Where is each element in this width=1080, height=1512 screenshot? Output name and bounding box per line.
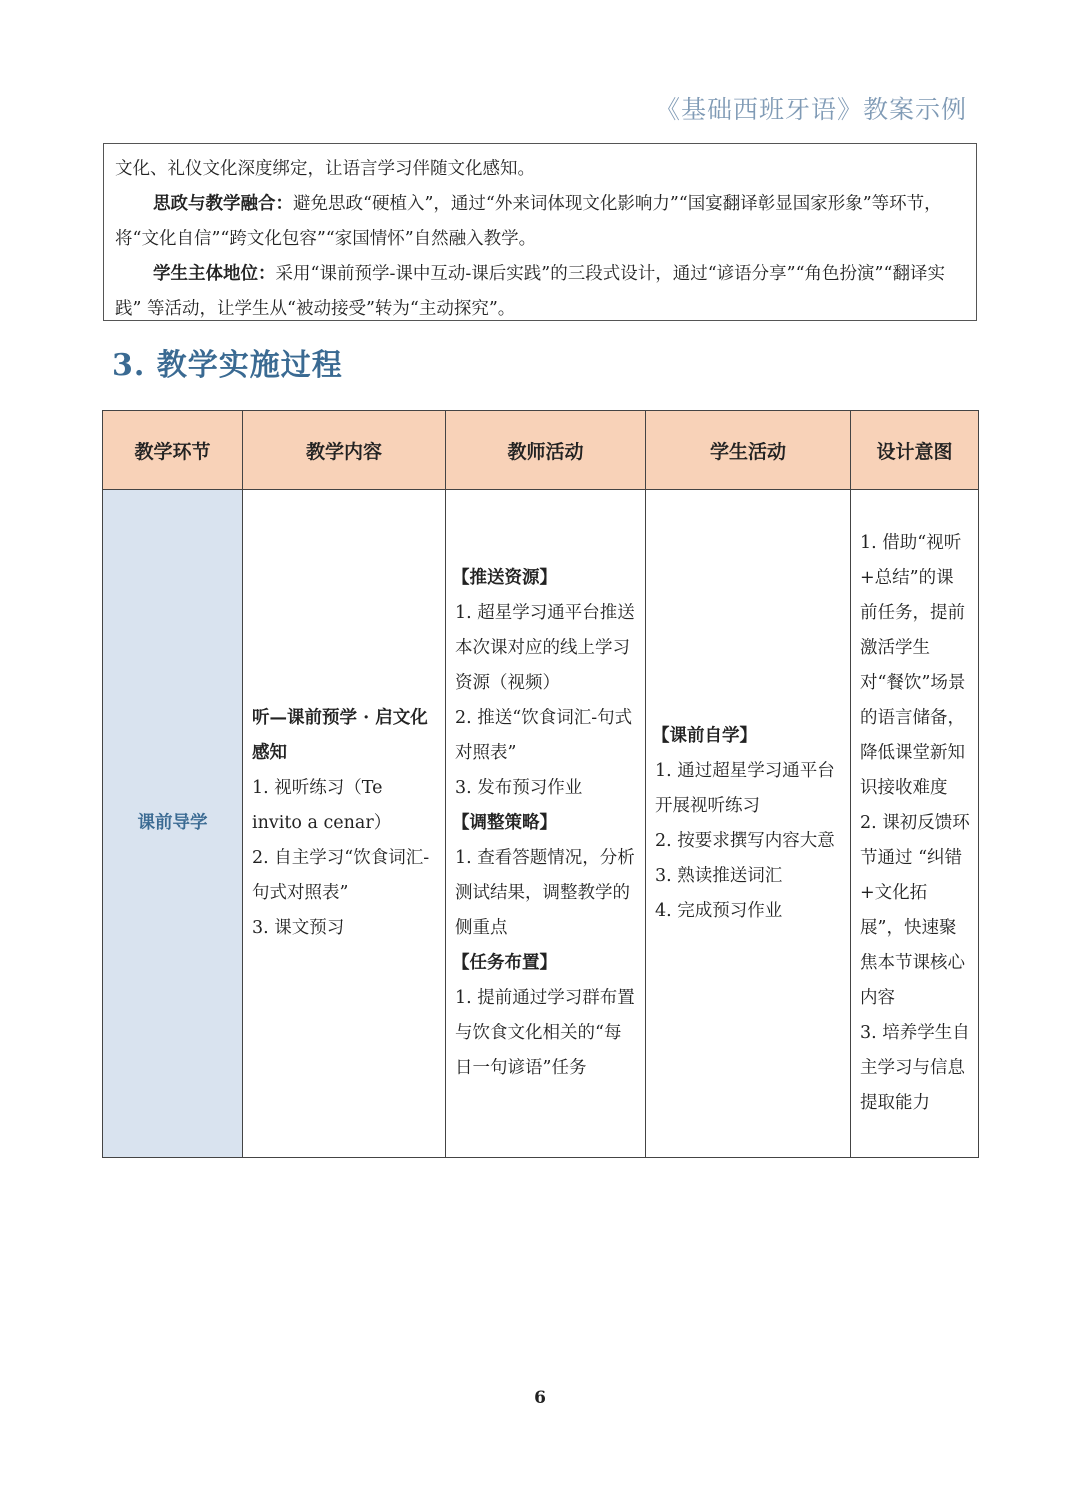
design-intent-cell: [851, 490, 979, 1158]
student-centered-paragraph: [115, 257, 964, 327]
student-activity-cell: [646, 490, 851, 1158]
table-header-row: [103, 411, 979, 490]
header-content: 教学内容: [243, 411, 446, 490]
student-item: 1. 通过超星学习通平台开展视听练习: [655, 760, 835, 816]
intro-line: 文化、礼仪文化深度绑定，让语言学习伴随文化感知。: [115, 159, 535, 179]
teacher-item: 1. 提前通过学习群布置 与饮食文化相关的“每日一句谚语”任务: [455, 988, 635, 1078]
table-row: [103, 490, 979, 1158]
content-item: 2. 自主学习“饮食词汇-句式对照表”: [252, 848, 430, 903]
header-stage: 教学环节: [103, 411, 243, 490]
teacher-activity-cell: [446, 490, 646, 1158]
student-centered-text: 采用“课前预学-课中互动-课后实践”的三段式设计，通过“谚语分享”“角色扮演”“翻译实践” 等活动，让学生从“被动接受”转为“主动探究”。: [115, 264, 945, 319]
teacher-heading-task-assignment: 【任务布置】: [452, 953, 557, 973]
content-item: 3. 课文预习: [252, 918, 345, 938]
stage-cell: 课前导学: [103, 490, 243, 1158]
content-item: 1. 视听练习（Te invito a cenar）: [252, 778, 392, 833]
student-item: 4. 完成预习作业: [655, 900, 783, 921]
teacher-item: 2. 推送“饮食词汇-句式对照表”: [455, 708, 633, 763]
design-item: 1. 借助“视听+总结”的课前任务，提前激活学生对“餐饮”场景的语言储备，降低课堂新知识接收难度: [860, 533, 966, 798]
page-number: 6: [534, 1388, 546, 1408]
design-item: 3. 培养学生自主学习与信息提取能力: [860, 1023, 970, 1113]
teaching-process-table: [102, 410, 979, 1158]
student-item: 2. 按要求撰写内容大意: [655, 830, 835, 851]
student-item: 3. 熟读推送词汇: [655, 865, 783, 886]
ideology-integration-text: 避免思政“硬植入”，通过“外来词体现文化影响力”“国宴翻译彰显国家形象”等环节，将“文化自信”“跨文化包容”“家国情怀”自然融入教学。: [115, 194, 942, 249]
teacher-item: 1. 查看答题情况，分析测试结果，调整教学的侧重点: [455, 848, 635, 938]
intro-text-box: [103, 143, 977, 321]
teacher-heading-adjust-strategy: 【调整策略】: [452, 813, 557, 833]
design-item: 2. 课初反馈环节通过 “纠错+文化拓展”，快速聚焦本节课核心内容: [860, 813, 970, 1008]
section-title: 3. 教学实施过程: [112, 348, 343, 383]
content-heading: 听—课前预学 · 启文化感知: [252, 708, 428, 763]
teacher-item: 3. 发布预习作业: [455, 778, 583, 798]
student-heading: 【课前自学】: [652, 725, 757, 746]
student-centered-label: 学生主体地位：: [153, 264, 276, 284]
ideology-integration-paragraph: [115, 187, 964, 257]
document-header-title: 《基础西班牙语》教案示例: [654, 95, 967, 124]
header-teacher-activity: 教师活动: [446, 411, 646, 490]
teacher-heading-push-resources: 【推送资源】: [452, 568, 557, 588]
content-cell: [243, 490, 446, 1158]
header-design-intent: 设计意图: [851, 411, 979, 490]
ideology-integration-label: 思政与教学融合：: [153, 194, 293, 214]
teacher-item: 1. 超星学习通平台推送本次课对应的线上学习资源（视频）: [455, 603, 635, 693]
header-student-activity: 学生活动: [646, 411, 851, 490]
